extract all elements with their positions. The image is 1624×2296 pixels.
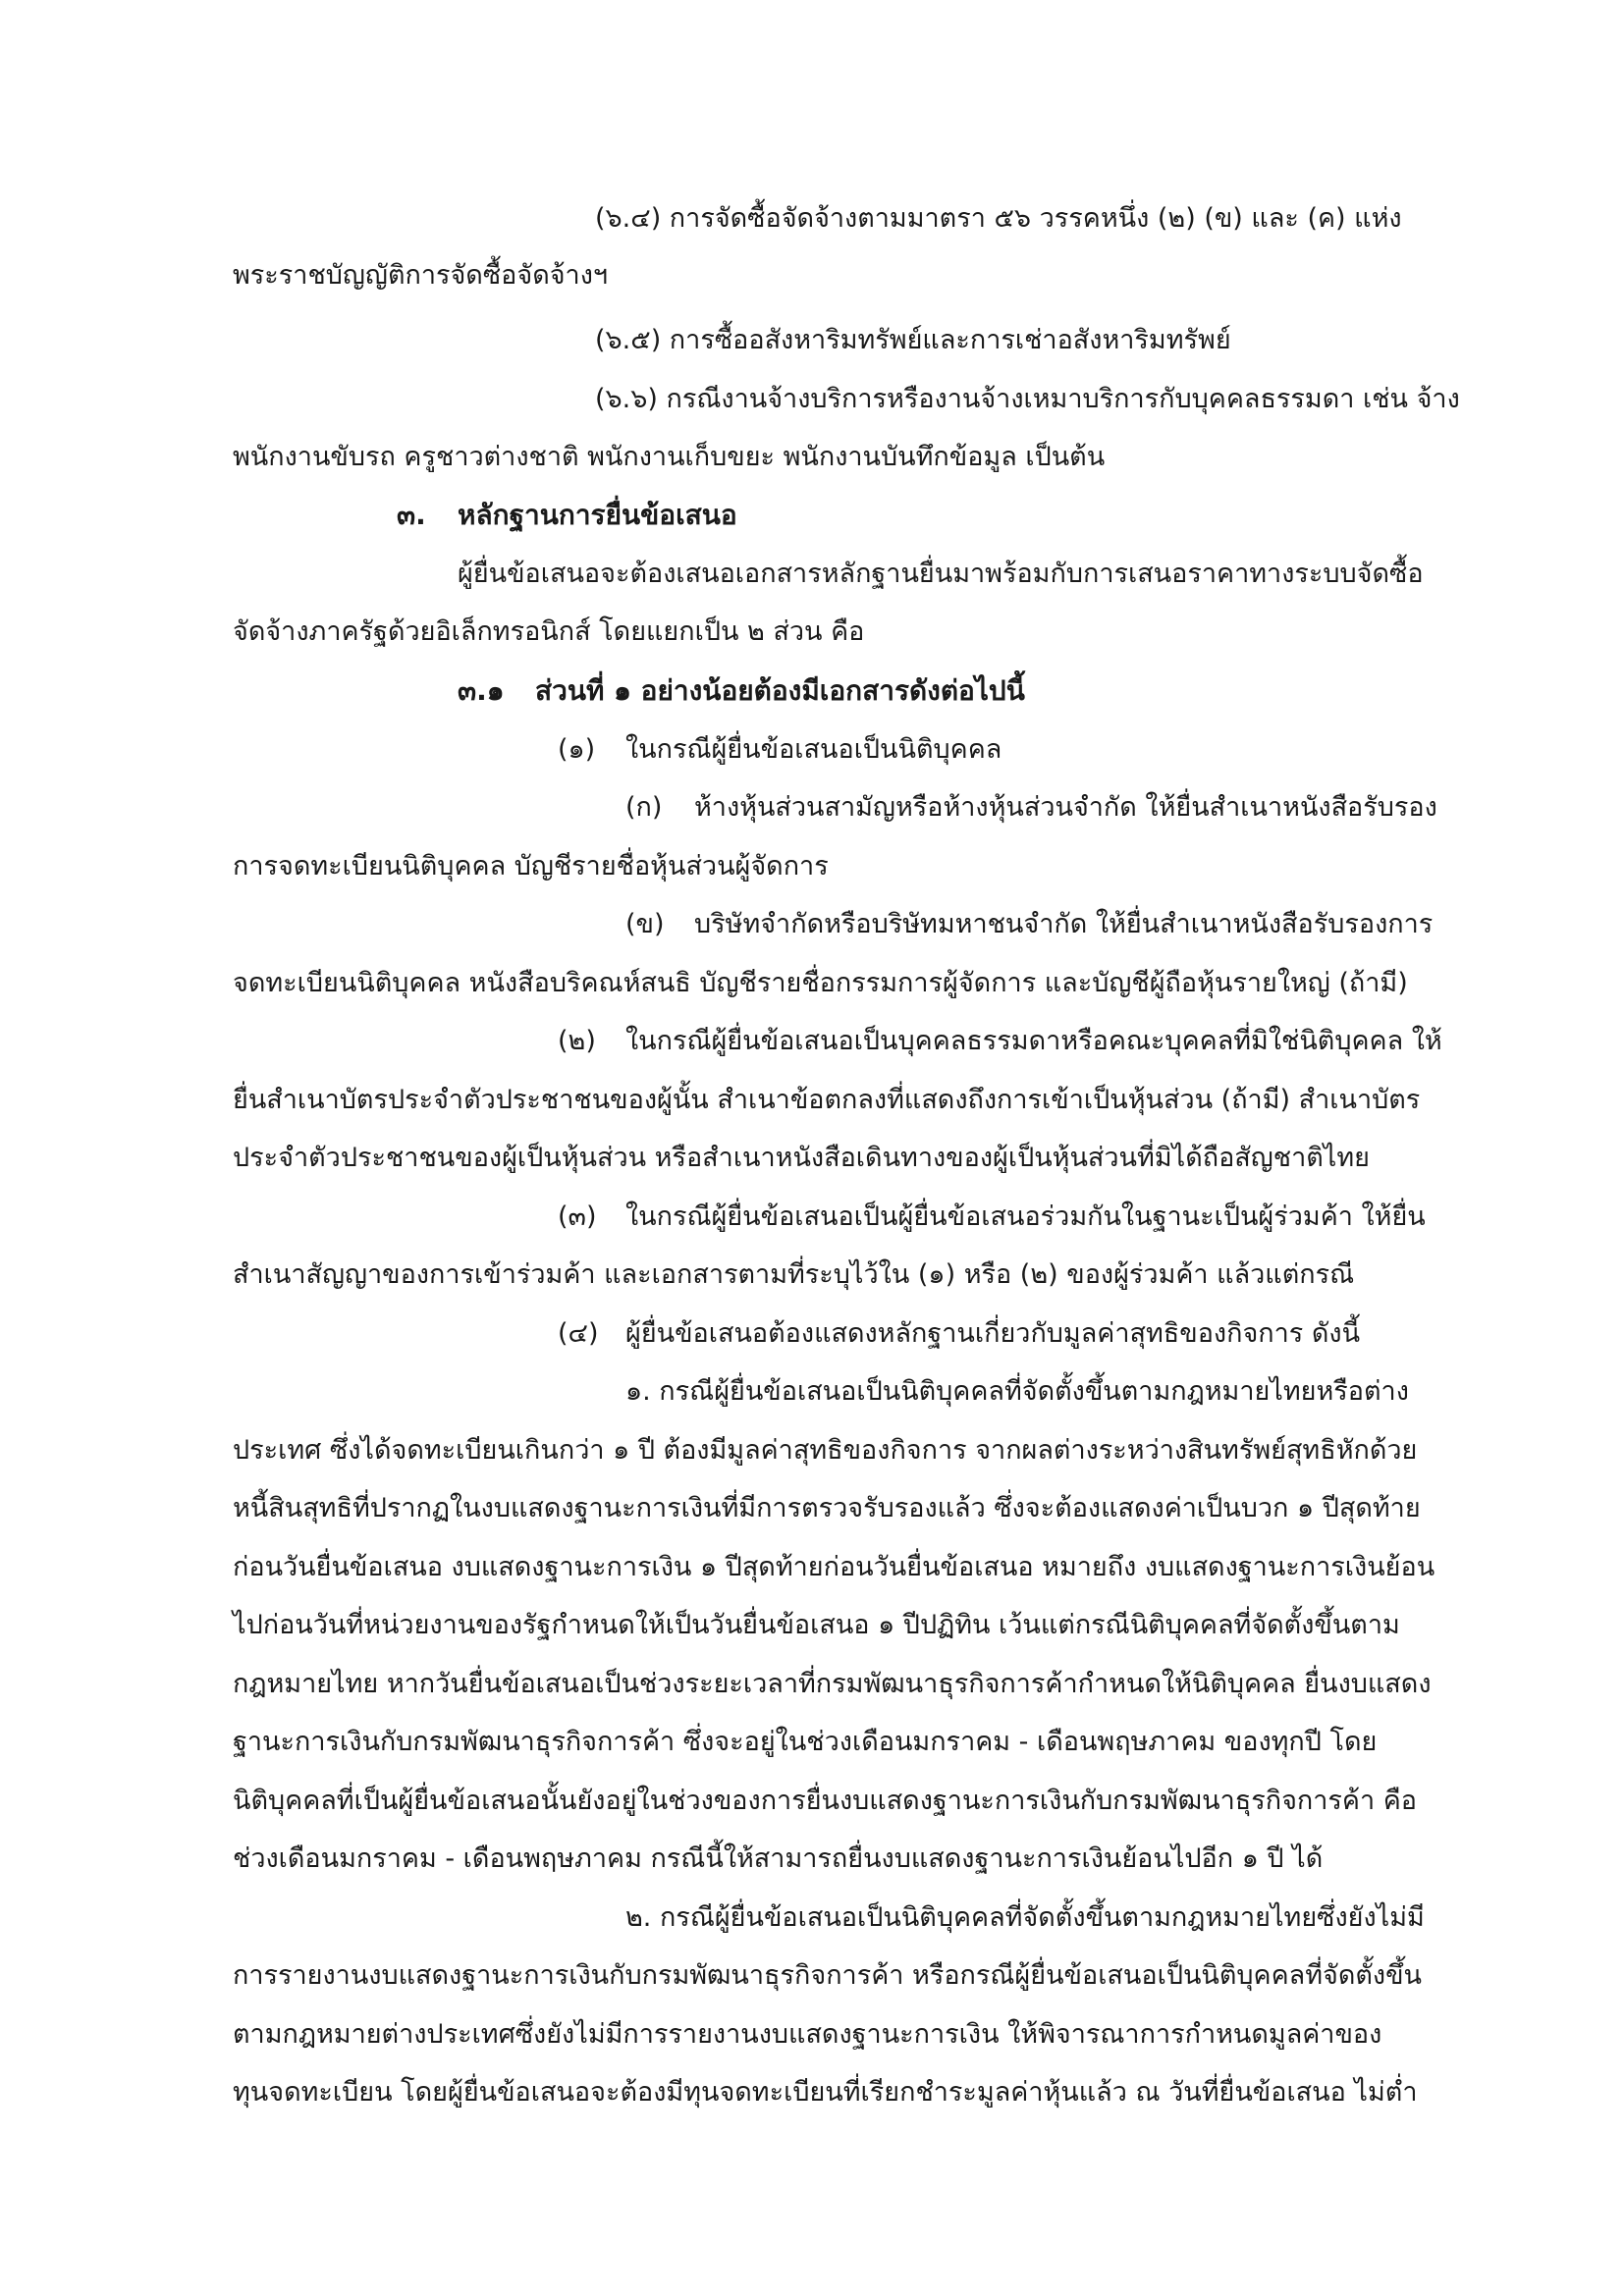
item-1-kha-line-2: จดทะเบียนนิติบุคคล หนังสือบริคณห์สนธิ บัญชีรายชื่อกรรมการผู้จัดการ และบัญชีผู้ถือหุ้นรายใหญ่ (ถ้ามี) <box>233 968 1408 998</box>
item-4-1-line-5: ไปก่อนวันที่หน่วยงานของรัฐกำหนดให้เป็นวันยื่นข้อเสนอ ๑ ปีปฏิทิน เว้นแต่กรณีนิติบุคคลที่จัดตั้งขึ้นตาม <box>233 1610 1400 1640</box>
item-4-1-line-4: ก่อนวันยื่นข้อเสนอ งบแสดงฐานะการเงิน ๑ ปีสุดท้ายก่อนวันยื่นข้อเสนอ หมายถึง งบแสดงฐานะการเงินย้อน <box>233 1552 1435 1582</box>
item-4-1-line-1: ๑. กรณีผู้ยื่นข้อเสนอเป็นนิติบุคคลที่จัดตั้งขึ้นตามกฎหมายไทยหรือต่าง <box>625 1376 1409 1407</box>
item-1-text: ในกรณีผู้ยื่นข้อเสนอเป็นนิติบุคคล <box>625 734 1002 765</box>
item-4-2-line-2: การรายงานงบแสดงฐานะการเงินกับกรมพัฒนาธุรกิจการค้า หรือกรณีผู้ยื่นข้อเสนอเป็นนิติบุคคลที่จัดตั้งขึ้น <box>233 1960 1422 1991</box>
item-6-6-line-2: พนักงานขับรถ ครูชาวต่างชาติ พนักงานเก็บขยะ พนักงานบันทึกข้อมูล เป็นต้น <box>233 442 1106 472</box>
item-4-1-line-6: กฎหมายไทย หากวันยื่นข้อเสนอเป็นช่วงระยะเวลาที่กรมพัฒนาธุรกิจการค้ากำหนดให้นิติบุคคล ยื่นงบแสดง <box>233 1669 1432 1699</box>
item-4-text: ผู้ยื่นข้อเสนอต้องแสดงหลักฐานเกี่ยวกับมูลค่าสุทธิของกิจการ ดังนี้ <box>625 1318 1361 1349</box>
item-1-marker: (๑) <box>558 734 596 765</box>
item-4-2-line-3: ตามกฎหมายต่างประเทศซึ่งยังไม่มีการรายงานงบแสดงฐานะการเงิน ให้พิจารณาการกำหนดมูลค่าของ <box>233 2019 1382 2050</box>
item-2-marker: (๒) <box>558 1026 596 1056</box>
item-3-marker: (๓) <box>558 1201 597 1232</box>
item-4-2-line-4: ทุนจดทะเบียน โดยผู้ยื่นข้อเสนอจะต้องมีทุนจดทะเบียนที่เรียกชำระมูลค่าหุ้นแล้ว ณ วันที่ยื่นข้อเสนอ ไม่ต่ำ <box>233 2077 1418 2108</box>
item-6-5-line: (๖.๕) การซื้ออสังหาริมทรัพย์และการเช่าอสังหาริมทรัพย์ <box>595 325 1231 355</box>
item-6-6-line-1: (๖.๖) กรณีงานจ้างบริการหรืองานจ้างเหมาบริการกับบุคคลธรรมดา เช่น จ้าง <box>595 384 1460 414</box>
section-3-number: ๓. <box>397 499 426 531</box>
item-4-marker: (๔) <box>558 1318 599 1349</box>
item-4-1-line-9: ช่วงเดือนมกราคม - เดือนพฤษภาคม กรณีนี้ให้สามารถยื่นงบแสดงฐานะการเงินย้อนไปอีก ๑ ปี ได้ <box>233 1843 1324 1874</box>
item-1-ka-line-1: ห้างหุ้นส่วนสามัญหรือห้างหุ้นส่วนจำกัด ให้ยื่นสำเนาหนังสือรับรอง <box>694 792 1437 823</box>
item-6-4-line-2: พระราชบัญญัติการจัดซื้อจัดจ้างฯ <box>233 260 609 291</box>
item-4-1-line-7: ฐานะการเงินกับกรมพัฒนาธุรกิจการค้า ซึ่งจะอยู่ในช่วงเดือนมกราคม - เดือนพฤษภาคม ของทุกปี โดย <box>233 1727 1378 1757</box>
item-4-2-line-1: ๒. กรณีผู้ยื่นข้อเสนอเป็นนิติบุคคลที่จัดตั้งขึ้นตามกฎหมายไทยซึ่งยังไม่มี <box>625 1902 1425 1933</box>
item-1-kha-line-1: บริษัทจำกัดหรือบริษัทมหาชนจำกัด ให้ยื่นสำเนาหนังสือรับรองการ <box>694 909 1434 939</box>
item-2-line-1: ในกรณีผู้ยื่นข้อเสนอเป็นบุคคลธรรมดาหรือคณะบุคคลที่มิใช่นิติบุคคล ให้ <box>625 1026 1442 1056</box>
item-4-1-line-2: ประเทศ ซึ่งได้จดทะเบียนเกินกว่า ๑ ปี ต้องมีมูลค่าสุทธิของกิจการ จากผลต่างระหว่างสินทรัพย์สุทธิหักด้วย <box>233 1435 1418 1466</box>
item-1-kha-marker: (ข) <box>625 909 665 939</box>
item-3-line-1: ในกรณีผู้ยื่นข้อเสนอเป็นผู้ยื่นข้อเสนอร่วมกันในฐานะเป็นผู้ร่วมค้า ให้ยื่น <box>625 1201 1426 1232</box>
item-4-1-line-8: นิติบุคคลที่เป็นผู้ยื่นข้อเสนอนั้นยังอยู่ในช่วงของการยื่นงบแสดงฐานะการเงินกับกรมพัฒนาธุรกิจการค้า คือ <box>233 1786 1417 1816</box>
item-2-line-3: ประจำตัวประชาชนของผู้เป็นหุ้นส่วน หรือสำเนาหนังสือเดินทางของผู้เป็นหุ้นส่วนที่มิได้ถือสัญชาติไทย <box>233 1143 1370 1173</box>
section-3-para-line-2: จัดจ้างภาครัฐด้วยอิเล็กทรอนิกส์ โดยแยกเป็น ๒ ส่วน คือ <box>233 616 865 647</box>
item-4-1-line-3: หนี้สินสุทธิที่ปรากฏในงบแสดงฐานะการเงินที่มีการตรวจรับรองแล้ว ซึ่งจะต้องแสดงค่าเป็นบวก ๑ ปีสุดท้าย <box>233 1493 1421 1523</box>
item-1-ka-line-2: การจดทะเบียนนิติบุคคล บัญชีรายชื่อหุ้นส่วนผู้จัดการ <box>233 851 829 881</box>
section-3-1-heading: ส่วนที่ ๑ อย่างน้อยต้องมีเอกสารดังต่อไปนี้ <box>535 674 1025 707</box>
item-6-4-line-1: (๖.๔) การจัดซื้อจัดจ้างตามมาตรา ๕๖ วรรคหนึ่ง (๒) (ข) และ (ค) แห่ง <box>595 203 1402 234</box>
section-3-para-line-1: ผู้ยื่นข้อเสนอจะต้องเสนอเอกสารหลักฐานยื่นมาพร้อมกับการเสนอราคาทางระบบจัดซื้อ <box>458 559 1424 589</box>
item-3-line-2: สำเนาสัญญาของการเข้าร่วมค้า และเอกสารตามที่ระบุไว้ใน (๑) หรือ (๒) ของผู้ร่วมค้า แล้วแต่กรณี <box>233 1259 1355 1290</box>
section-3-1-number: ๓.๑ <box>458 674 505 707</box>
item-1-ka-marker: (ก) <box>625 792 663 823</box>
section-3-heading: หลักฐานการยื่นข้อเสนอ <box>458 499 737 531</box>
item-2-line-2: ยื่นสำเนาบัตรประจำตัวประชาชนของผู้นั้น สำเนาข้อตกลงที่แสดงถึงการเข้าเป็นหุ้นส่วน (ถ้ามี) สำเนาบัตร <box>233 1085 1421 1115</box>
